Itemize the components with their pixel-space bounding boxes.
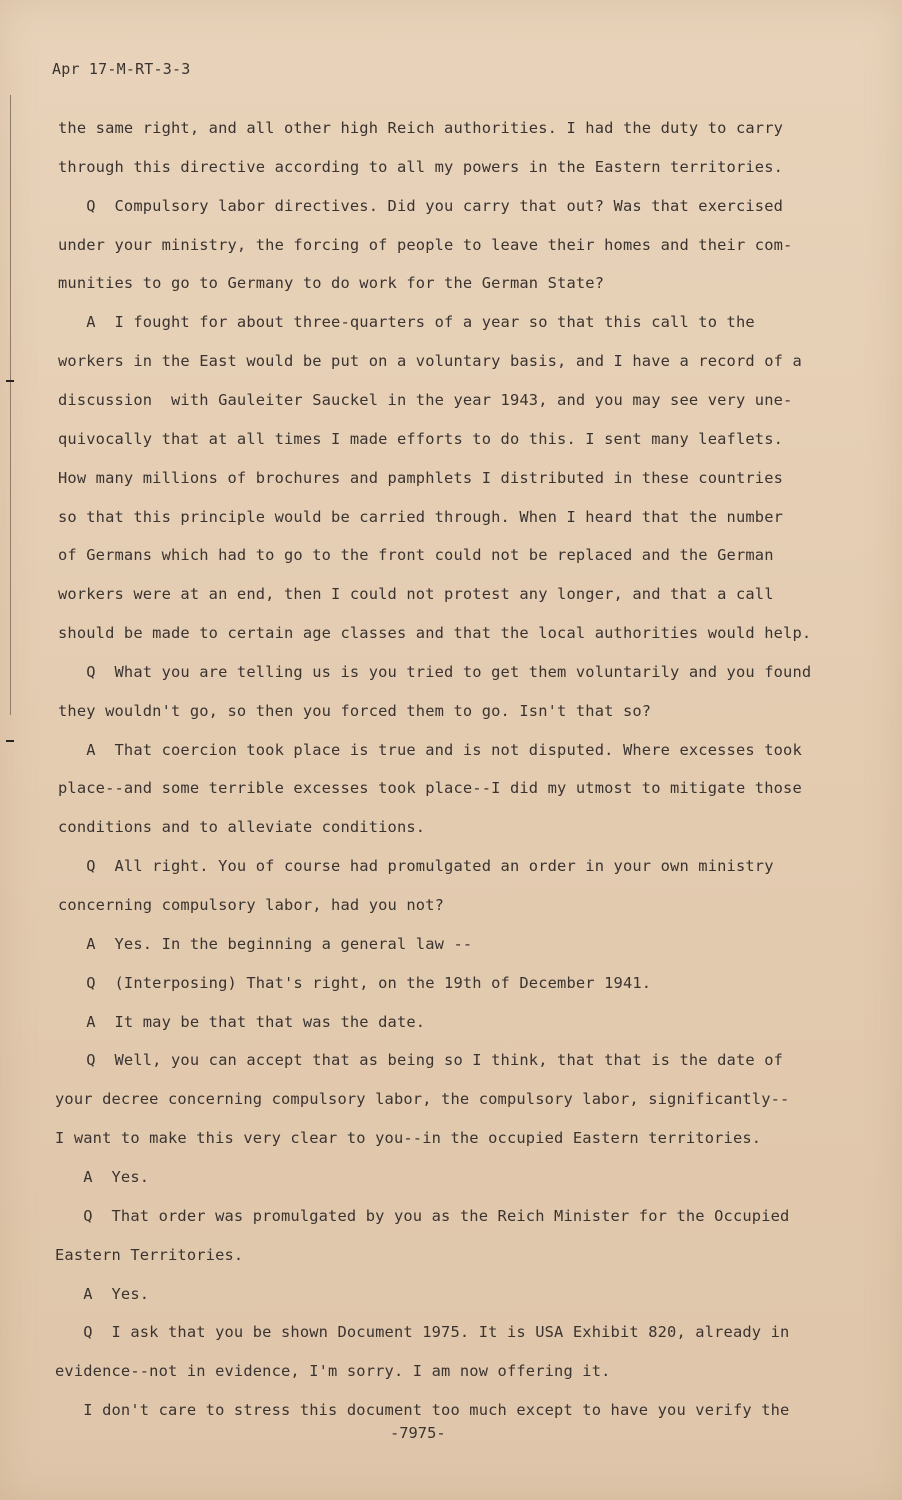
page-number: -7975- — [390, 1424, 446, 1442]
text-line: Q What you are telling us is you tried to get them voluntarily and you found — [58, 663, 812, 681]
page-edge-line — [10, 95, 11, 715]
text-line: your decree concerning compulsory labor, the compulsory labor, significantly-- — [55, 1090, 790, 1108]
text-line: Q All right. You of course had promulgated an order in your own ministry — [58, 857, 774, 875]
text-line: place--and some terrible excesses took place--I did my utmost to mitigate those — [58, 779, 802, 797]
text-line: should be made to certain age classes and that the local authorities would help. — [58, 624, 812, 642]
text-line: How many millions of brochures and pamphlets I distributed in these countries — [58, 469, 784, 487]
text-line: they wouldn't go, so then you forced them to go. Isn't that so? — [58, 702, 652, 720]
text-line: A I fought for about three-quarters of a year so that this call to the — [58, 313, 755, 331]
text-line: I don't care to stress this document too much except to have you verify the — [55, 1401, 790, 1419]
text-line: discussion with Gauleiter Sauckel in the year 1943, and you may see very une- — [58, 391, 793, 409]
text-line: Eastern Territories. — [55, 1246, 244, 1264]
text-line: workers in the East would be put on a voluntary basis, and I have a record of a — [58, 352, 802, 370]
margin-mark — [6, 740, 14, 742]
text-line: so that this principle would be carried through. When I heard that the number — [58, 508, 784, 526]
text-line: workers were at an end, then I could not protest any longer, and that a call — [58, 585, 774, 603]
text-line: of Germans which had to go to the front could not be replaced and the German — [58, 546, 774, 564]
margin-mark — [6, 380, 14, 382]
text-line: quivocally that at all times I made efforts to do this. I sent many leaflets. — [58, 430, 784, 448]
text-line: Q That order was promulgated by you as the Reich Minister for the Occupied — [55, 1207, 790, 1225]
text-line: through this directive according to all my powers in the Eastern territories. — [58, 158, 784, 176]
text-line: munities to go to Germany to do work for the German State? — [58, 274, 605, 292]
text-line: Q Compulsory labor directives. Did you carry that out? Was that exercised — [58, 197, 784, 215]
text-line: under your ministry, the forcing of people to leave their homes and their com- — [58, 236, 793, 254]
text-line: evidence--not in evidence, I'm sorry. I am now offering it. — [55, 1362, 611, 1380]
text-line: A It may be that that was the date. — [58, 1013, 426, 1031]
text-line: A Yes. In the beginning a general law -- — [58, 935, 473, 953]
document-header: Apr 17-M-RT-3-3 — [52, 60, 191, 78]
text-line: Q (Interposing) That's right, on the 19th of December 1941. — [58, 974, 652, 992]
text-line: conditions and to alleviate conditions. — [58, 818, 426, 836]
text-line: Q Well, you can accept that as being so I think, that that is the date of — [58, 1051, 784, 1069]
text-line: Q I ask that you be shown Document 1975. It is USA Exhibit 820, already in — [55, 1323, 790, 1341]
text-line: A That coercion took place is true and is not disputed. Where excesses took — [58, 741, 802, 759]
text-line: A Yes. — [55, 1285, 150, 1303]
text-line: I want to make this very clear to you--in the occupied Eastern territories. — [55, 1129, 762, 1147]
text-line: concerning compulsory labor, had you not? — [58, 896, 445, 914]
text-line: A Yes. — [55, 1168, 150, 1186]
text-line: the same right, and all other high Reich authorities. I had the duty to carry — [58, 119, 784, 137]
